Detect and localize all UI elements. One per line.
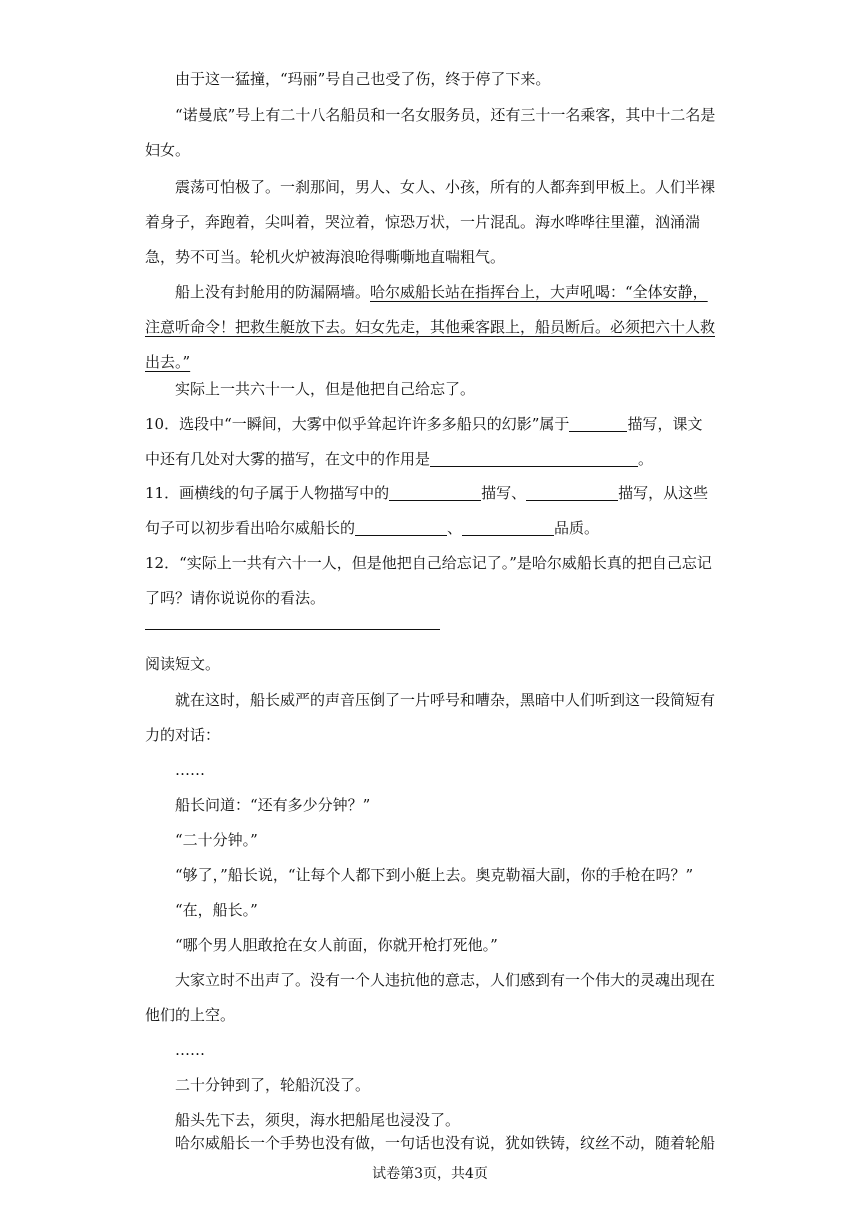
passage2-heading: 阅读短文。 <box>145 655 221 673</box>
question-10 <box>145 407 717 477</box>
answer-blank[interactable] <box>389 484 481 501</box>
answer-blank[interactable] <box>430 450 638 467</box>
passage1-paragraph-4-plain: 船上没有封舱用的防漏隔墙。 <box>175 283 371 301</box>
underlined-sentence: 哈尔威船长站在指挥台上，大声吼喝：“全体安静，注意听命令！把救生艇放下去。妇女先走，其他乘客跟上，船员断后。必须把六十人救出去。” <box>145 283 716 371</box>
question-12: 12．“实际上一共有六十一人，但是他把自己给忘记了。”是哈尔威船长真的把自己忘记了吗？请你说说你的看法。 <box>145 554 712 607</box>
ellipsis: …… <box>175 761 205 779</box>
question-11-text-d: 、 <box>447 519 463 537</box>
question-11-text-a: 11．画横线的句子属于人物描写中的 <box>145 484 390 502</box>
passage1-paragraph-4 <box>145 275 717 380</box>
answer-blank[interactable] <box>526 484 618 501</box>
question-11-text-b: 描写、 <box>481 484 527 502</box>
question-11-text-c: 描写，从这些句子可以初步看出哈尔威船长的 <box>145 484 709 537</box>
answer-blank[interactable] <box>462 519 554 536</box>
passage1-paragraph-3: 震荡可怕极了。一刹那间，男人、女人、小孩，所有的人都奔到甲板上。人们半裸着身子，奔跑着，尖叫着，哭泣着，惊恐万状，一片混乱。海水哗哗往里灌，汹涌湍急，势不可当。轮机火炉被海浪呛得嘶嘶地直喘粗气。 <box>145 178 716 266</box>
passage1-paragraph-1: 由于这一猛撞，“玛丽”号自己也受了伤，终于停了下来。 <box>175 70 551 88</box>
ellipsis: …… <box>175 1041 205 1059</box>
passage2-paragraph-5: 哈尔威船长一个手势也没有做，一句话也没有说，犹如铁铸，纹丝不动，随着轮船 <box>175 1134 716 1152</box>
dialogue-line-4: “在，船长。” <box>175 901 258 919</box>
question-10-text-c: 。 <box>638 450 654 468</box>
dialogue-line-2: “二十分钟。” <box>175 831 258 849</box>
answer-blank[interactable] <box>355 519 447 536</box>
passage2-paragraph-3: 二十分钟到了，轮船沉没了。 <box>175 1076 371 1094</box>
page-footer: 试卷第3页，共4页 <box>372 1166 488 1182</box>
dialogue-line-1: 船长问道：“还有多少分钟？” <box>175 796 371 814</box>
answer-blank[interactable] <box>569 415 627 432</box>
question-11-text-e: 品质。 <box>554 519 600 537</box>
passage2-paragraph-2: 大家立时不出声了。没有一个人违抗他的意志，人们感到有一个伟大的灵魂出现在他们的上空。 <box>145 971 716 1024</box>
passage1-paragraph-2: “诺曼底”号上有二十八名船员和一名女服务员，还有三十一名乘客，其中十二名是妇女。 <box>145 106 716 159</box>
question-11 <box>145 476 717 546</box>
answer-line[interactable] <box>145 629 440 630</box>
passage1-paragraph-5: 实际上一共六十一人，但是他把自己给忘了。 <box>175 380 476 398</box>
dialogue-line-3: “够了，”船长说，“让每个人都下到小艇上去。奥克勒福大副，你的手枪在吗？” <box>175 866 694 884</box>
passage2-paragraph-4: 船头先下去，须臾，海水把船尾也浸没了。 <box>175 1111 461 1129</box>
question-10-text-a: 10．选段中“一瞬间，大雾中似乎耸起许许多多船只的幻影”属于 <box>145 415 570 433</box>
passage2-paragraph-1: 就在这时，船长威严的声音压倒了一片呼号和嘈杂，黑暗中人们听到这一段简短有力的对话： <box>145 691 716 744</box>
question-10-text-b: 描写，课文中还有几处对大雾的描写，在文中的作用是 <box>145 415 703 468</box>
dialogue-line-5: “哪个男人胆敢抢在女人前面，你就开枪打死他。” <box>175 936 498 954</box>
